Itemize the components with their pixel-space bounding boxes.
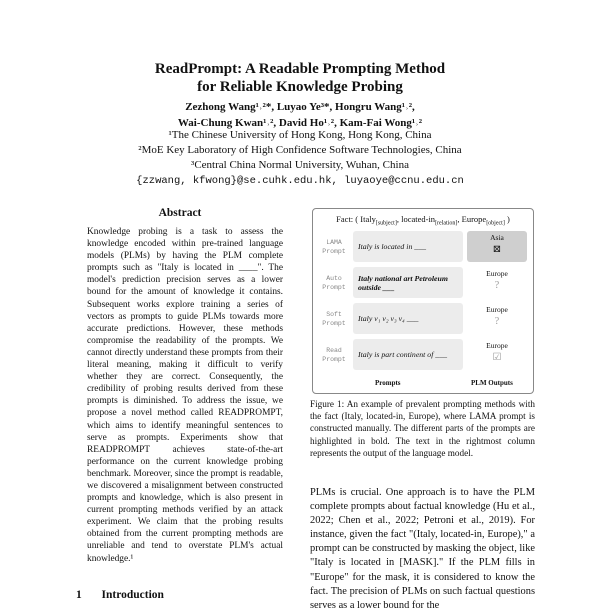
row-prompt: Italy v₁ v₂ v₃ v₄ ___ <box>353 303 463 334</box>
title-line-1: ReadPrompt: A Readable Prompting Method <box>154 61 446 77</box>
check-box-icon: ☑ <box>492 352 502 363</box>
affiliation-1: ¹The Chinese University of Hong Kong, Hong Kong, China <box>168 129 432 141</box>
row-output <box>467 339 527 370</box>
section-heading <box>76 589 164 601</box>
figure-fact-line <box>313 214 533 227</box>
abstract-body <box>87 226 283 565</box>
figure-caption: Figure 1: An example of prevalent prompting methods with the fact (Italy, located-in, Europe), where LAMA prompt is constructed manually. The different parts of the prompts are highlighted in bold. The text in the rightmost column represents the output of the language model. <box>310 399 535 458</box>
authors-line-1: Zezhong Wang¹˒²*, Luyao Ye³*, Hongru Wang¹˒², <box>185 101 415 113</box>
question-box-icon: ? <box>494 316 500 327</box>
abstract-text: Knowledge probing is a task to assess the knowledge encoded within pre-trained language models (PLMs) by having the PLM complete prompts such as "Italy is located in ____". The model's prediction precision serves as a lower bound for the amount of knowledge it contains. Subsequent works explore training a series of vectors as prompts to guide PLMs towards more accurate predictions. However, these methods compromise the readability of the prompts. We cannot directly understand these prompts from their literal meaning, making it difficult to verify whether they are correct. Consequently, the credibility of probing results derived from these prompts is diminished. To address the issue, we propose a novel method called READPROMPT, which aims to identify meaningful sentences to serve as prompts. Experiments show that READPROMPT achieves state-of-the-art performance on the current knowledge probing benchmark. Moreover, since the prompt is readable, we discovered a misalignment between constructed prompts and knowledge, which is also present in current prompting methods verified by an attack experiment. We claim that the probing results obtained from the current prompting methods are unreliable and tend to overstate PLM's actual knowledge.¹ <box>87 227 283 564</box>
row-output <box>467 303 527 334</box>
figure-row-lama <box>317 231 527 262</box>
fact-relation-tag: [relation] <box>435 220 458 227</box>
figure-row-read <box>317 339 527 370</box>
row-prompt: Italy national art Petroleum outside ___ <box>353 267 463 298</box>
affiliation-3: ³Central China Normal University, Wuhan, China <box>191 159 409 171</box>
output-text: Europe <box>486 305 508 314</box>
section-title: Introduction <box>101 589 164 601</box>
abstract-heading: Abstract <box>158 207 202 219</box>
fact-object-tag: [object] <box>486 220 505 227</box>
question-box-icon: ? <box>494 280 500 291</box>
fact-object: , Europe <box>457 214 487 224</box>
output-text: Asia <box>490 233 504 242</box>
output-text: Europe <box>486 269 508 278</box>
row-label: Soft Prompt <box>322 310 346 327</box>
fact-relation: , located-in <box>396 214 436 224</box>
author-list <box>0 99 600 131</box>
footer-outputs: PLM Outputs <box>471 379 513 387</box>
row-label: Auto Prompt <box>322 274 346 291</box>
body-text <box>310 486 535 613</box>
affiliations <box>0 128 600 173</box>
row-output <box>467 231 527 262</box>
row-prompt: Italy is located in ___ <box>353 231 463 262</box>
row-label: Read Prompt <box>322 346 346 363</box>
body-paragraph: PLMs is crucial. One approach is to have the PLM complete prompts about factual knowledge (Hu et al., 2022; Chen et al., 2022; Petroni et al., 2019). For instance, given the fact "(Italy, located-in, Europe)," a prompt can be constructed by masking the object, like "Italy is located in [MASK]." If the PLM fills in "Europe" for the mask, it is considered to know the fact. The precision of PLMs on such factual questions serves as a lower bound for the <box>310 487 535 611</box>
row-label: LAMA Prompt <box>322 238 346 255</box>
output-text: Europe <box>486 341 508 350</box>
figure-row-soft <box>317 303 527 334</box>
affiliation-2: ²MoE Key Laboratory of High Confidence Software Technologies, China <box>138 144 462 156</box>
fact-close: ) <box>506 214 510 224</box>
paper-title <box>0 60 600 96</box>
section-number: 1 <box>76 589 82 601</box>
authors-line-2: Wai-Chung Kwan¹˒², David Ho¹˒², Kam-Fai Wong¹˒² <box>177 117 423 129</box>
fact-label: Fact: ( Italy <box>336 214 376 224</box>
author-emails: {zzwang, kfwong}@se.cuhk.edu.hk, luyaoye@ccnu.edu.cn <box>136 175 464 187</box>
footer-prompts: Prompts <box>375 379 401 387</box>
figure-row-auto <box>317 267 527 298</box>
title-line-2: for Reliable Knowledge Probing <box>197 79 403 95</box>
wrong-box-icon: ⊠ <box>492 244 502 255</box>
row-prompt: Italy is part continent of ___ <box>353 339 463 370</box>
figure-1 <box>312 208 534 394</box>
row-output <box>467 267 527 298</box>
fact-subject-tag: [subject] <box>375 220 397 227</box>
